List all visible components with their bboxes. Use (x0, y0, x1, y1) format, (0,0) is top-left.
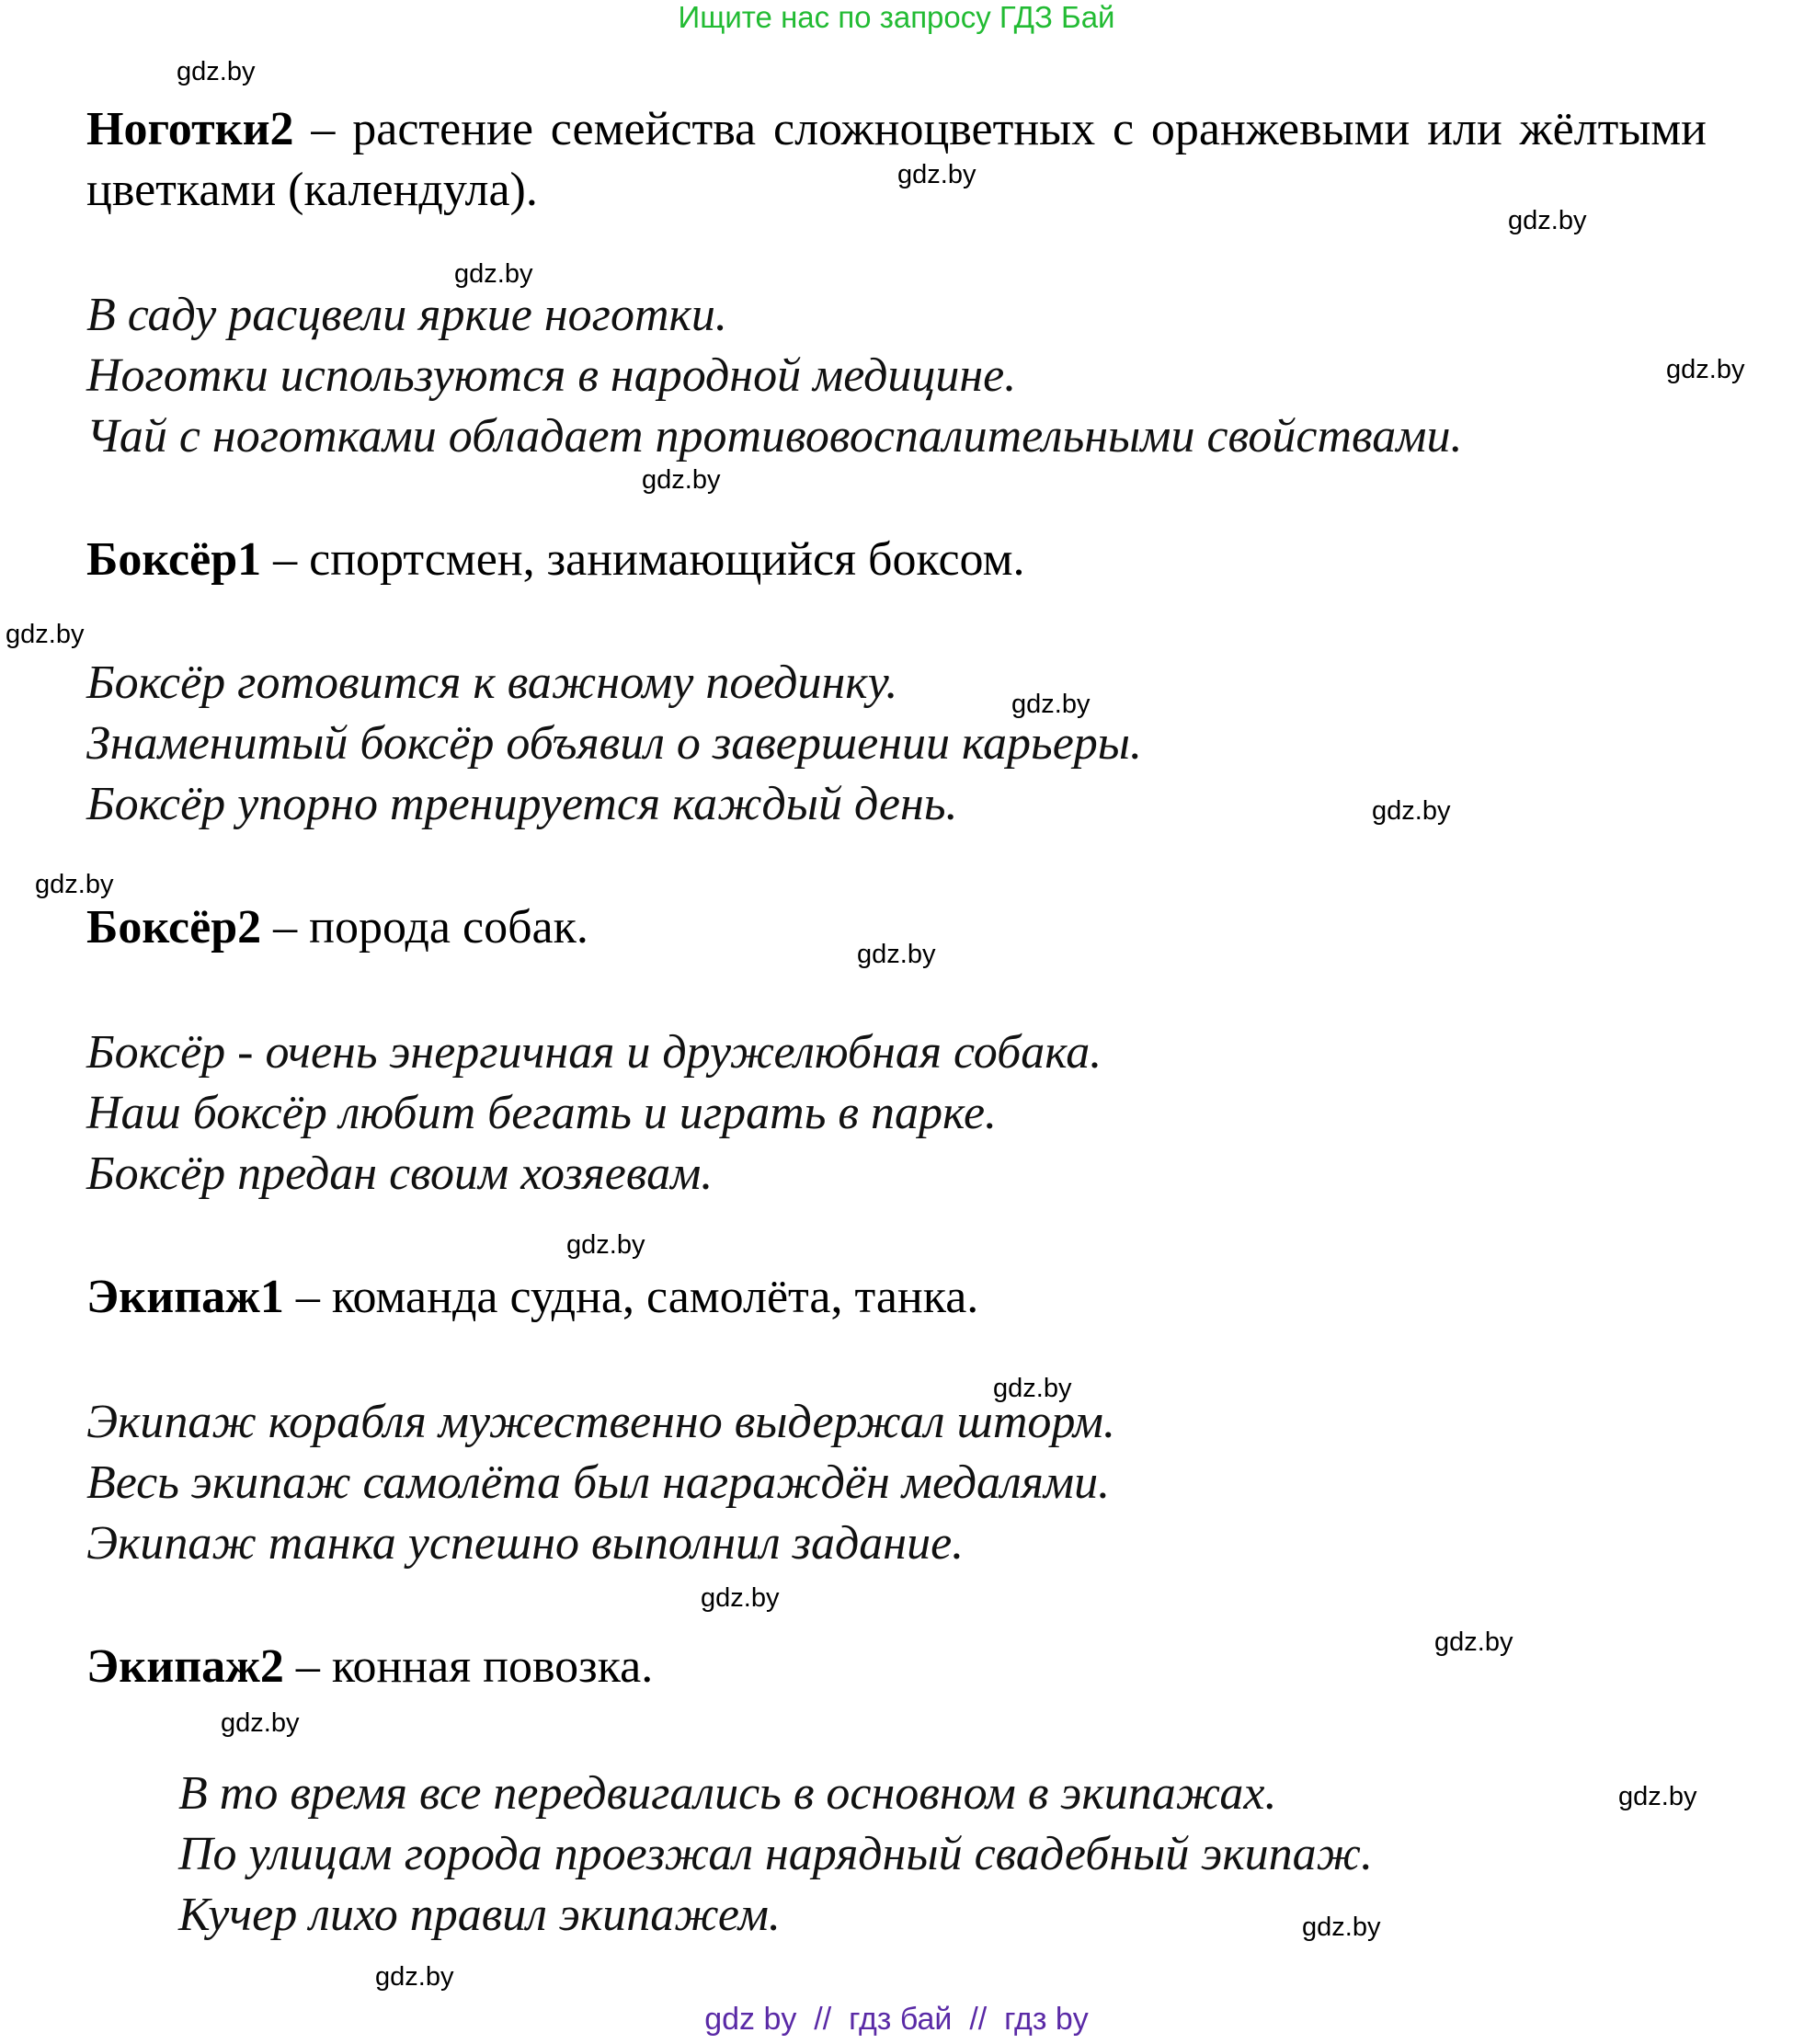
example-sentence: Боксёр готовится к важному поединку. (86, 657, 898, 709)
watermark: gdz.by (857, 940, 936, 969)
term: Боксёр2 (86, 901, 262, 953)
watermark: gdz.by (1666, 355, 1745, 384)
watermark: gdz.by (177, 57, 256, 86)
definition-text: – растение семейства сложноцветных с оранжевыми или жёлтыми цветками (календула). (86, 103, 1707, 216)
example-sentence: В то время все передвигались в основном в экипажах. (178, 1767, 1277, 1820)
watermark: gdz.by (1434, 1627, 1513, 1657)
example-sentence: В саду расцвели яркие ноготки. (86, 289, 727, 341)
example-sentence: Экипаж танка успешно выполнил задание. (86, 1517, 965, 1570)
definition-bokser1 (86, 530, 1707, 590)
watermark: gdz.by (6, 620, 85, 649)
term: Ноготки2 (86, 103, 294, 155)
definition-text: – команда судна, самолёта, танка. (283, 1271, 979, 1323)
watermark: gdz.by (701, 1583, 780, 1613)
example-sentence: По улицам города проезжал нарядный свадебный экипаж. (178, 1828, 1374, 1880)
definition-text: – конная повозка. (283, 1640, 654, 1693)
example-sentence: Боксёр упорно тренируется каждый день. (86, 778, 958, 830)
watermark: gdz.by (375, 1962, 454, 1992)
example-sentence: Ноготки используются в народной медицине. (86, 349, 1017, 402)
term: Экипаж2 (86, 1640, 284, 1693)
watermark: gdz.by (1011, 690, 1091, 719)
term: Экипаж1 (86, 1271, 284, 1323)
example-sentence: Знаменитый боксёр объявил о завершении карьеры. (86, 717, 1142, 770)
watermark: gdz.by (1618, 1782, 1697, 1811)
example-sentence: Чай с ноготками обладает противовоспалительными свойствами. (86, 410, 1463, 462)
watermark: gdz.by (35, 870, 114, 899)
watermark: gdz.by (454, 259, 533, 289)
watermark: gdz.by (897, 160, 976, 189)
definition-ekipazh1 (86, 1267, 1707, 1328)
definition-nogotki2 (86, 99, 1707, 221)
watermark: gdz.by (1372, 796, 1451, 826)
watermark: gdz.by (221, 1708, 300, 1738)
watermark: gdz.by (1508, 206, 1587, 235)
definition-text: – порода собак. (261, 901, 588, 953)
watermark: gdz.by (993, 1374, 1072, 1403)
watermark: gdz.by (566, 1230, 645, 1260)
example-sentence: Боксёр - очень энергичная и дружелюбная собака. (86, 1026, 1102, 1079)
example-sentence: Кучер лихо правил экипажем. (178, 1889, 781, 1941)
example-sentence: Весь экипаж самолёта был награждён медалями. (86, 1456, 1111, 1509)
example-sentence: Экипаж корабля мужественно выдержал шторм. (86, 1396, 1115, 1448)
watermark: gdz.by (642, 465, 721, 495)
definition-text: – спортсмен, занимающийся боксом. (261, 533, 1025, 586)
footer-links: gdz by // гдз бай // гдз by (704, 2002, 1089, 2037)
top-banner: Ищите нас по запросу ГДЗ Бай (678, 0, 1115, 34)
example-sentence: Наш боксёр любит бегать и играть в парке. (86, 1087, 998, 1139)
example-sentence: Боксёр предан своим хозяевам. (86, 1148, 714, 1200)
watermark: gdz.by (1302, 1913, 1381, 1942)
term: Боксёр1 (86, 533, 262, 586)
